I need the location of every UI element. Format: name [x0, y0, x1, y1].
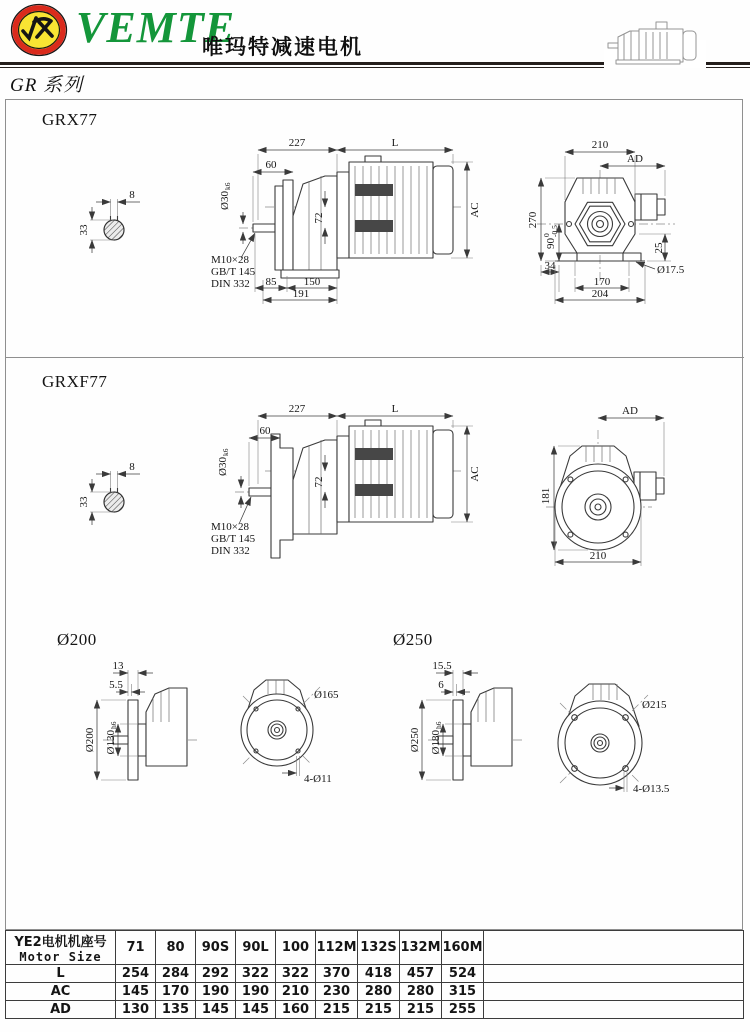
value-cell: 457: [400, 965, 442, 983]
dim-tolerance: -0.5: [550, 225, 559, 237]
dim-tolerance: k6: [221, 448, 230, 456]
gearmotor-thumbnail-drawing: [596, 12, 716, 70]
dim-label: 60: [259, 425, 271, 437]
grxf77-front-view-drawing: [530, 392, 750, 572]
value-cell: 160: [276, 1001, 316, 1019]
dim-label: 72: [313, 212, 325, 224]
dim-label: Ø30: [219, 191, 231, 210]
value-cell: 215: [358, 1001, 400, 1019]
section-title-flange200: Ø200: [57, 630, 97, 649]
dim-label: Ø130: [105, 730, 117, 755]
motor-size-col: 132M: [400, 931, 442, 965]
table-row: [6, 965, 744, 983]
dim-label: 150: [303, 276, 321, 288]
dim-label: 6: [438, 679, 444, 691]
value-cell: 280: [358, 983, 400, 1001]
grxf77-shaft-section-drawing: [70, 457, 160, 535]
dim-label: 227: [288, 137, 306, 149]
dim-tolerance: h6: [434, 721, 443, 729]
section-title-grx77: GRX77: [42, 110, 98, 129]
tap-spec-label: M10×28: [211, 254, 249, 266]
dim-label: 4-Ø11: [304, 773, 332, 785]
table-row: [6, 983, 744, 1001]
dim-label: 33: [78, 496, 90, 508]
dim-label: Ø165: [314, 689, 339, 701]
dim-tolerance: k6: [223, 182, 232, 190]
motor-size-col: 100: [276, 931, 316, 965]
dim-tolerance: 0: [542, 233, 551, 237]
dim-label: L: [391, 403, 399, 415]
value-cell: 254: [116, 965, 156, 983]
dim-label: 85: [265, 276, 277, 288]
value-cell: 524: [442, 965, 484, 983]
grx77-front-view-drawing: [515, 136, 750, 314]
tap-spec-label: M10×28: [211, 521, 249, 533]
grxf77-side-view-drawing: [205, 400, 480, 565]
dim-label: 227: [288, 403, 306, 415]
table-row: [6, 1001, 744, 1019]
dim-label: 210: [589, 550, 607, 562]
standard-label: GB/T 145: [211, 533, 256, 545]
vemte-logo-icon: [10, 3, 70, 59]
dim-label: 33: [78, 224, 90, 236]
dim-label: 5.5: [109, 679, 123, 691]
value-cell: 210: [276, 983, 316, 1001]
dim-label: Ø250: [409, 727, 421, 753]
brand-text: VEMTE: [76, 3, 236, 52]
dim-label: 270: [527, 211, 539, 229]
dim-label: 60: [265, 159, 277, 171]
value-cell: 190: [196, 983, 236, 1001]
dim-label: 8: [129, 461, 135, 473]
dim-label: 204: [591, 288, 609, 300]
value-cell: 145: [196, 1001, 236, 1019]
dim-label: 90: [545, 238, 557, 249]
flange250-side-view-drawing: [410, 648, 560, 810]
dim-label: L: [391, 137, 399, 149]
standard-label: DIN 332: [211, 278, 250, 290]
value-cell: 215: [316, 1001, 358, 1019]
dim-label: AD: [627, 153, 643, 165]
dim-label: 15.5: [432, 660, 452, 672]
value-cell: 418: [358, 965, 400, 983]
dim-label: Ø215: [642, 699, 667, 711]
flange250-front-view-drawing: [545, 664, 710, 814]
dim-label: AC: [469, 202, 481, 218]
value-cell: 130: [116, 1001, 156, 1019]
motor-size-col: 90L: [236, 931, 276, 965]
section-title-grxf77: GRXF77: [42, 372, 108, 391]
table-header-en: Motor Size: [19, 950, 102, 964]
table-filler-cell: [484, 931, 744, 965]
row-label: AD: [6, 1001, 116, 1019]
dimension-table: [5, 930, 744, 1019]
value-cell: 370: [316, 965, 358, 983]
section-divider: [5, 357, 744, 358]
grx77-shaft-section-drawing: [70, 185, 160, 263]
value-cell: 170: [156, 983, 196, 1001]
value-cell: 284: [156, 965, 196, 983]
dim-label: 170: [593, 276, 611, 288]
value-cell: 145: [236, 1001, 276, 1019]
table-filler-cell: [484, 965, 744, 983]
row-label: AC: [6, 983, 116, 1001]
dim-tolerance: h6: [109, 721, 118, 729]
section-title-flange250: Ø250: [393, 630, 433, 649]
row-label: L: [6, 965, 116, 983]
value-cell: 315: [442, 983, 484, 1001]
value-cell: 215: [400, 1001, 442, 1019]
dim-label: 34: [544, 260, 556, 272]
value-cell: 255: [442, 1001, 484, 1019]
dim-label: Ø30: [217, 457, 229, 476]
motor-size-col: 160M: [442, 931, 484, 965]
motor-size-col: 112M: [316, 931, 358, 965]
dim-label: 4-Ø13.5: [633, 783, 670, 795]
value-cell: 322: [236, 965, 276, 983]
series-label: GR 系列: [10, 75, 84, 96]
dim-label: Ø17.5: [657, 264, 685, 276]
flange200-front-view-drawing: [230, 668, 365, 808]
brand-subtitle-cn: 唯玛特减速电机: [202, 36, 363, 59]
table-header-cn: YE2电机机座号: [14, 935, 107, 950]
value-cell: 322: [276, 965, 316, 983]
dim-label: AC: [469, 466, 481, 482]
motor-size-col: 90S: [196, 931, 236, 965]
dim-label: AD: [622, 405, 638, 417]
value-cell: 145: [116, 983, 156, 1001]
value-cell: 190: [236, 983, 276, 1001]
standard-label: GB/T 145: [211, 266, 256, 278]
motor-size-col: 132S: [358, 931, 400, 965]
dim-label: 13: [112, 660, 124, 672]
table-filler-cell: [484, 1001, 744, 1019]
dim-label: 191: [292, 288, 310, 300]
dim-label: 72: [313, 476, 325, 488]
grx77-side-view-drawing: [205, 136, 480, 314]
dim-label: Ø180: [430, 730, 442, 755]
value-cell: 292: [196, 965, 236, 983]
value-cell: 135: [156, 1001, 196, 1019]
motor-size-col: 80: [156, 931, 196, 965]
table-filler-cell: [484, 983, 744, 1001]
value-cell: 280: [400, 983, 442, 1001]
dim-label: 181: [540, 487, 552, 505]
dim-label: 8: [129, 189, 135, 201]
standard-label: DIN 332: [211, 545, 250, 557]
motor-size-col: 71: [116, 931, 156, 965]
flange200-side-view-drawing: [85, 648, 235, 810]
dim-label: 25: [653, 242, 665, 254]
table-header-motor-size: [6, 931, 116, 965]
dim-label: 210: [591, 139, 609, 151]
value-cell: 230: [316, 983, 358, 1001]
dim-label: Ø200: [84, 727, 96, 753]
